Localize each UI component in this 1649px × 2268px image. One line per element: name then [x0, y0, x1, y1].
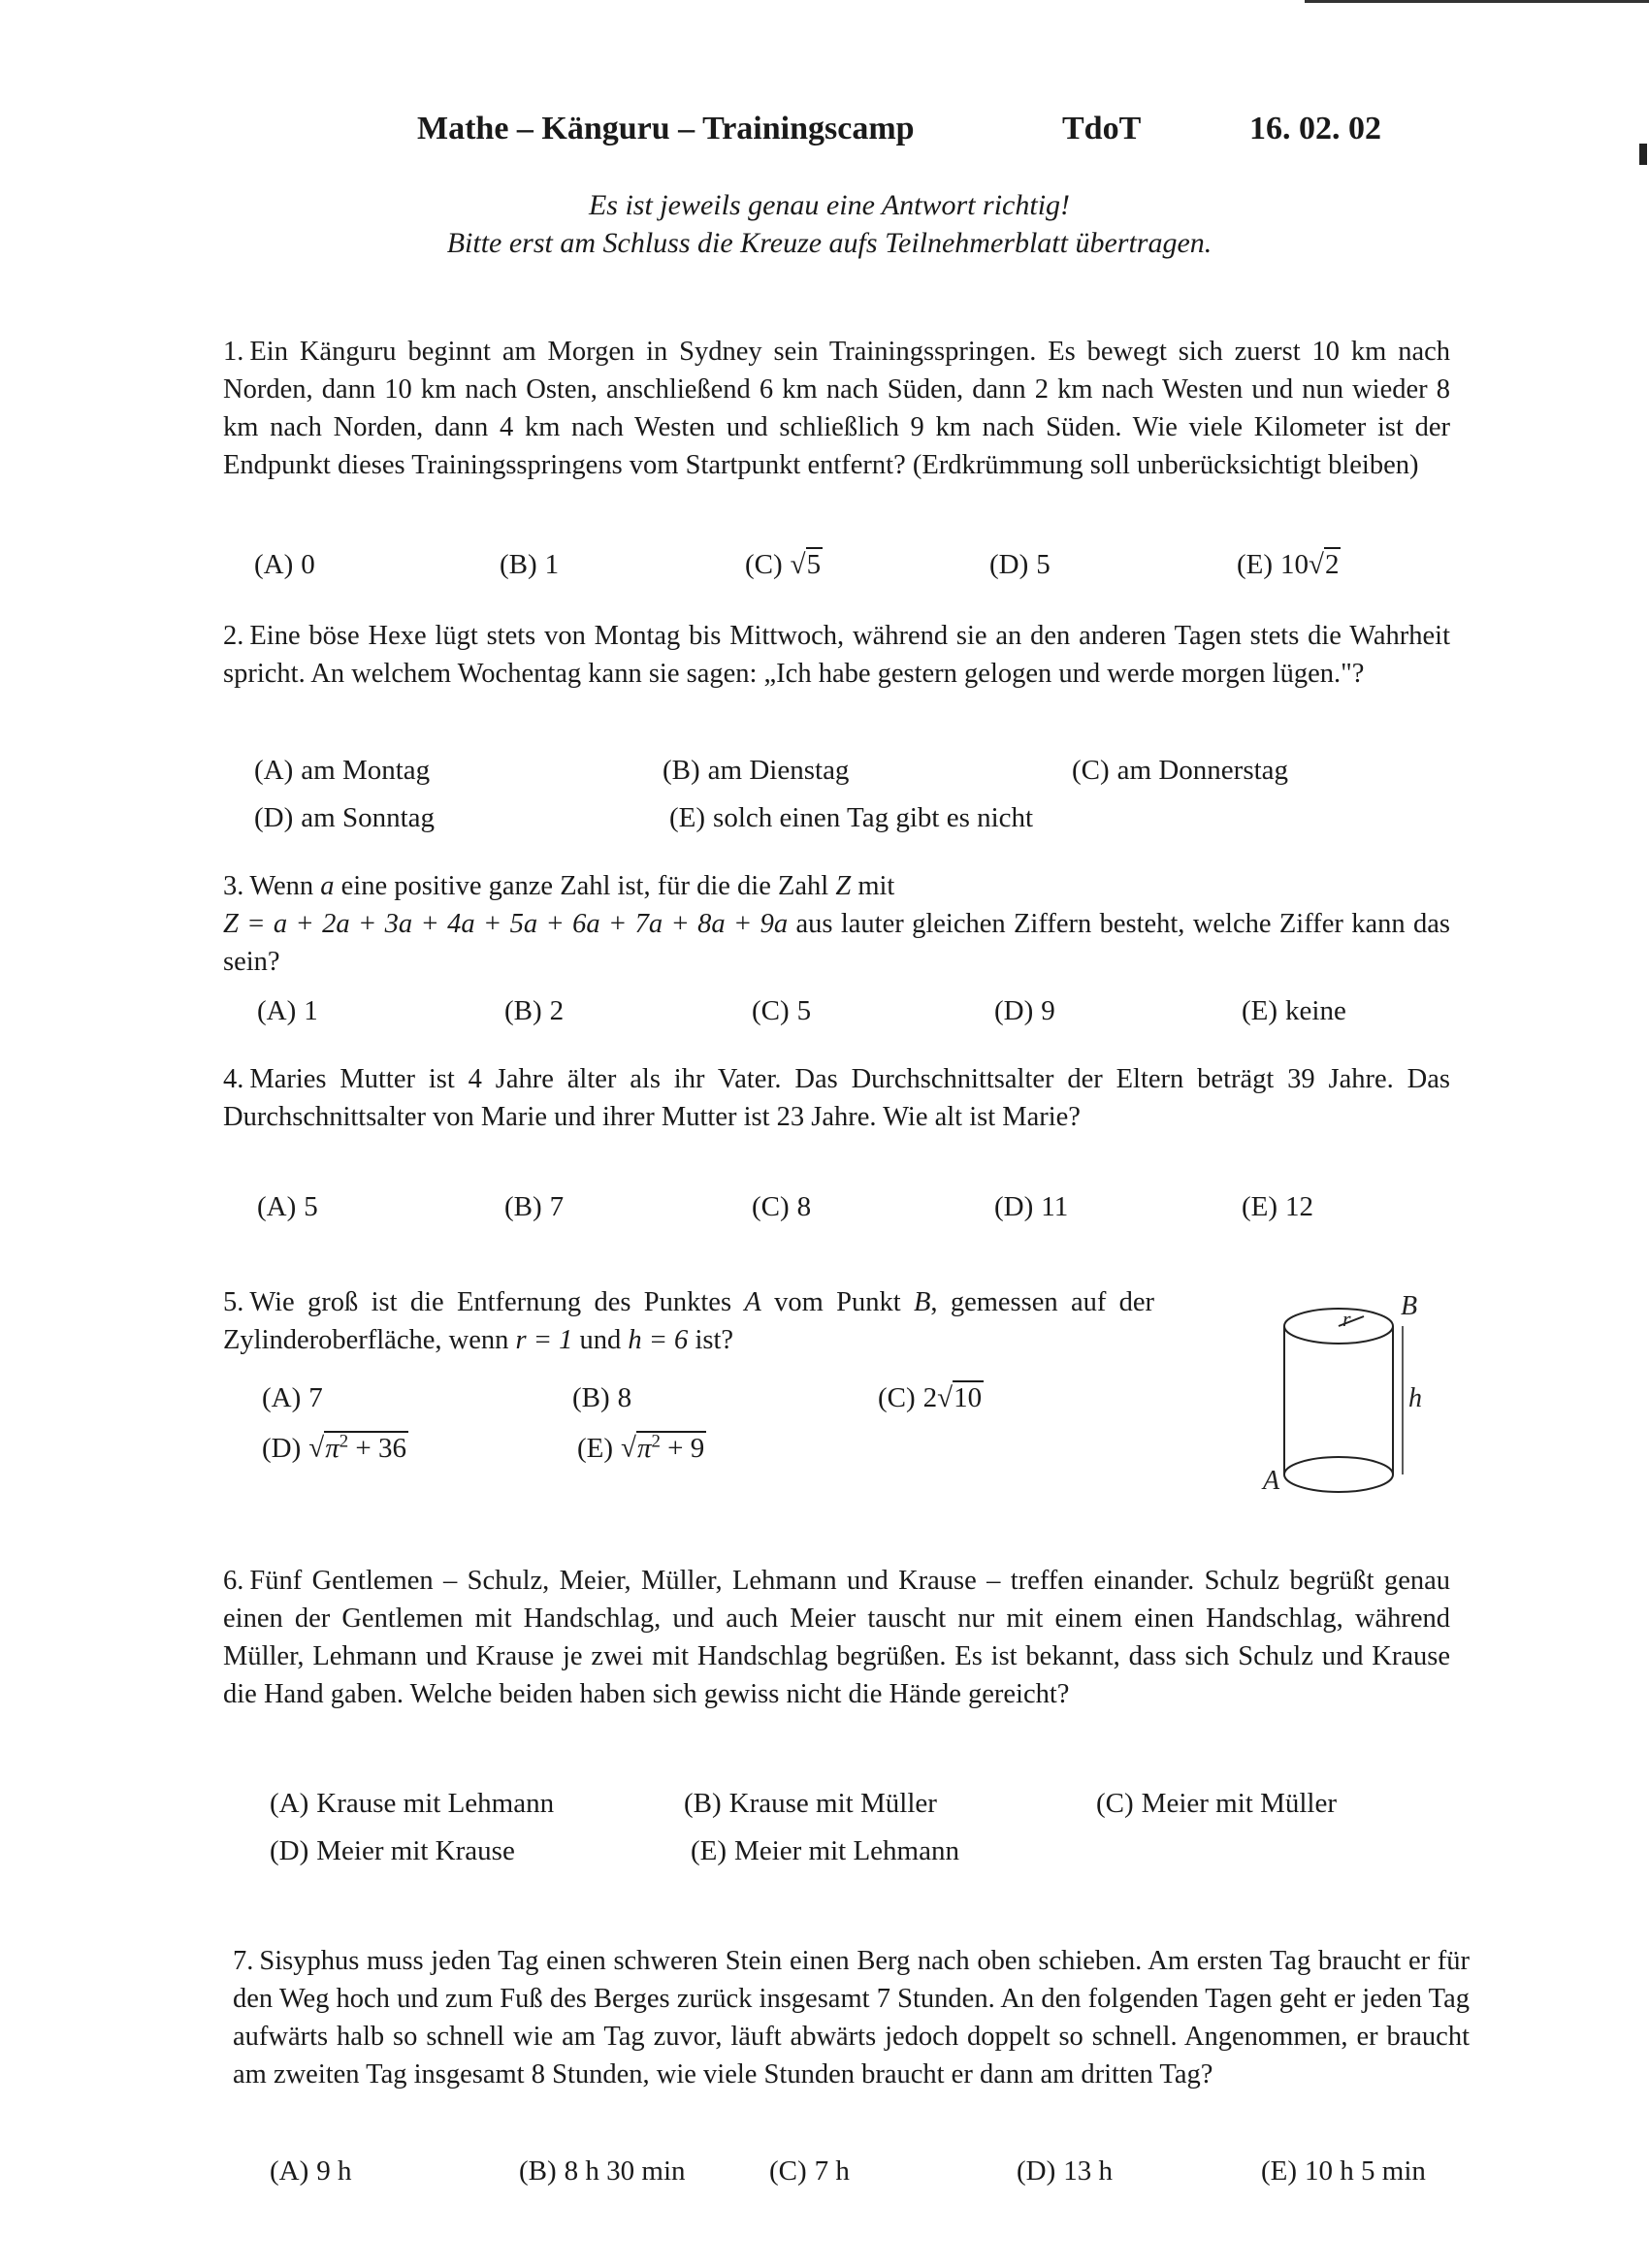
- q1-option-b[interactable]: (B) 1: [500, 549, 560, 580]
- cylinder-figure: [1263, 1291, 1455, 1499]
- q3-option-e[interactable]: (E) keine: [1242, 995, 1346, 1026]
- question-4: [223, 1060, 1450, 1136]
- q4-option-b[interactable]: (B) 7: [504, 1191, 565, 1222]
- q5-option-d[interactable]: (D) $√\pi^2 + 36$: [262, 1431, 406, 1464]
- question-2: [223, 617, 1450, 693]
- formula: Z = a + 2a + 3a + 4a + 5a + 6a + 7a + 8a + 9a: [223, 909, 789, 939]
- event-tag: TdoT: [1062, 111, 1142, 146]
- q6-option-b[interactable]: (B) Krause mit Müller: [684, 1788, 937, 1819]
- page-edge-line: [1305, 0, 1649, 3]
- question-text: 5. Wie groß ist die Entfernung des Punktes A vom Punkt B, gemessen auf der Zylinderoberfläche, wenn r = 1 und h = 6 ist?: [223, 1287, 1155, 1355]
- point-b-label: B: [1401, 1291, 1418, 1321]
- q3-option-d[interactable]: (D) 9: [994, 995, 1055, 1026]
- question-number: 5.: [223, 1287, 244, 1317]
- question-text: 1. Ein Känguru beginnt am Morgen in Sydney sein Trainingsspringen. Es bewegt sich zuerst 10 km nach Norden, dann 10 km nach Osten, anschließend 6 km nach Süden, dann 2 km nach Westen und nun wieder 8 km nach Norden, dann 4 km nach Westen und schließlich 9 km nach Süden. Wie viele Kilometer ist der Endpunkt dieses Trainingsspringens vom Startpunkt entfernt? (Erdkrümmung soll unberücksichtigt bleiben): [223, 337, 1450, 480]
- square-root: $√\pi^2 + 9$: [621, 1431, 705, 1464]
- question-text: 3. Wenn a eine positive ganze Zahl ist, für die die Zahl Z mit Z = a + 2a + 3a + 4a + 5a + 6a + 7a + 8a + 9a aus lauter gleichen Ziffern besteht, welche Ziffer kann das sein?: [223, 871, 1450, 977]
- q5-option-b[interactable]: (B) 8: [572, 1382, 632, 1413]
- q2-option-c[interactable]: (C) am Donnerstag: [1072, 755, 1289, 786]
- q1-option-a[interactable]: (A) 0: [254, 549, 315, 580]
- q2-option-e[interactable]: (E) solch einen Tag gibt es nicht: [669, 802, 1034, 833]
- q7-option-d[interactable]: (D) 13 h: [1017, 2155, 1114, 2187]
- page-title: Mathe – Känguru – Trainingscamp: [417, 111, 915, 146]
- question-number: 2.: [223, 621, 244, 651]
- square-root: $√\pi^2 + 36$: [308, 1431, 406, 1464]
- q1-option-d[interactable]: (D) 5: [989, 549, 1051, 580]
- q4-option-e[interactable]: (E) 12: [1242, 1191, 1314, 1222]
- q7-option-b[interactable]: (B) 8 h 30 min: [519, 2155, 686, 2187]
- question-number: 4.: [223, 1064, 244, 1094]
- question-text: 2. Eine böse Hexe lügt stets von Montag bis Mittwoch, während sie an den anderen Tagen stets die Wahrheit spricht. An welchem Wochentag kann sie sagen: „Ich habe gestern gelogen und werde morgen lügen."?: [223, 621, 1450, 689]
- q2-option-b[interactable]: (B) am Dienstag: [663, 755, 850, 786]
- height-label: h: [1408, 1383, 1422, 1413]
- q3-option-a[interactable]: (A) 1: [257, 995, 318, 1026]
- question-3: [223, 867, 1450, 981]
- q7-option-a[interactable]: (A) 9 h: [270, 2155, 352, 2187]
- q1-option-e[interactable]: (E) 10√2: [1237, 549, 1340, 580]
- cylinder-bottom-ellipse: [1284, 1457, 1393, 1492]
- q1-option-c[interactable]: (C) √5: [745, 549, 822, 580]
- square-root: 2√10: [922, 1382, 983, 1413]
- q5-option-e[interactable]: (E) $√\pi^2 + 9$: [577, 1431, 705, 1464]
- question-5: [223, 1283, 1154, 1359]
- q6-option-e[interactable]: (E) Meier mit Lehmann: [691, 1835, 959, 1866]
- point-a-label: A: [1263, 1466, 1280, 1496]
- q3-option-c[interactable]: (C) 5: [752, 995, 812, 1026]
- question-7: [233, 1942, 1470, 2093]
- square-root: 10√2: [1280, 549, 1340, 580]
- q2-option-a[interactable]: (A) am Montag: [254, 755, 431, 786]
- q3-option-b[interactable]: (B) 2: [504, 995, 565, 1026]
- square-root: √5: [790, 549, 822, 580]
- page-header: [0, 111, 1649, 159]
- q6-option-a[interactable]: (A) Krause mit Lehmann: [270, 1788, 555, 1819]
- question-6: [223, 1562, 1450, 1713]
- q2-option-d[interactable]: (D) am Sonntag: [254, 802, 436, 833]
- radius-label: r: [1342, 1307, 1351, 1331]
- q6-option-d[interactable]: (D) Meier mit Krause: [270, 1835, 515, 1866]
- question-number: 3.: [223, 871, 244, 901]
- instruction-line-2: Bitte erst am Schluss die Kreuze aufs Teilnehmerblatt übertragen.: [446, 227, 1212, 259]
- question-number: 6.: [223, 1566, 244, 1596]
- question-text: 7. Sisyphus muss jeden Tag einen schweren Stein einen Berg nach oben schieben. Am ersten Tag braucht er für den Weg hoch und zum Fuß des Berges zurück insgesamt 7 Stunden. An den folgenden Tagen geht er jeden Tag aufwärts halb so schnell wie am Tag zuvor, läuft abwärts jedoch doppelt so schnell. Angenommen, er braucht am zweiten Tag insgesamt 8 Stunden, wie viele Stunden braucht er dann am dritten Tag?: [233, 1946, 1470, 2090]
- q5-option-c[interactable]: (C) 2√10: [878, 1382, 983, 1413]
- question-1: [223, 333, 1450, 484]
- q4-option-a[interactable]: (A) 5: [257, 1191, 318, 1222]
- question-text: 6. Fünf Gentlemen – Schulz, Meier, Müller, Lehmann und Krause – treffen einander. Schulz begrüßt genau einen der Gentlemen mit Handschlag, und auch Meier tauscht nur mit einem einen Handschlag, während Müller, Lehmann und Krause je zwei mit Handschlag begrüßen. Es ist bekannt, dass sich Schulz und Krause die Hand gaben. Welche beiden haben sich gewiss nicht die Hände gereicht?: [223, 1566, 1450, 1709]
- question-number: 1.: [223, 337, 244, 367]
- q4-option-d[interactable]: (D) 11: [994, 1191, 1069, 1222]
- q4-option-c[interactable]: (C) 8: [752, 1191, 812, 1222]
- instruction-line-1: Es ist jeweils genau eine Antwort richtig!: [588, 189, 1071, 221]
- q7-option-c[interactable]: (C) 7 h: [769, 2155, 850, 2187]
- q5-option-a[interactable]: (A) 7: [262, 1382, 323, 1413]
- q7-option-e[interactable]: (E) 10 h 5 min: [1261, 2155, 1426, 2187]
- page-date: 16. 02. 02: [1249, 111, 1381, 146]
- q6-option-c[interactable]: (C) Meier mit Müller: [1096, 1788, 1338, 1819]
- question-text: 4. Maries Mutter ist 4 Jahre älter als ihr Vater. Das Durchschnittsalter der Eltern beträgt 39 Jahre. Das Durchschnittsalter von Marie und ihrer Mutter ist 23 Jahre. Wie alt ist Marie?: [223, 1064, 1450, 1132]
- question-number: 7.: [233, 1946, 254, 1976]
- instructions: [291, 186, 1368, 262]
